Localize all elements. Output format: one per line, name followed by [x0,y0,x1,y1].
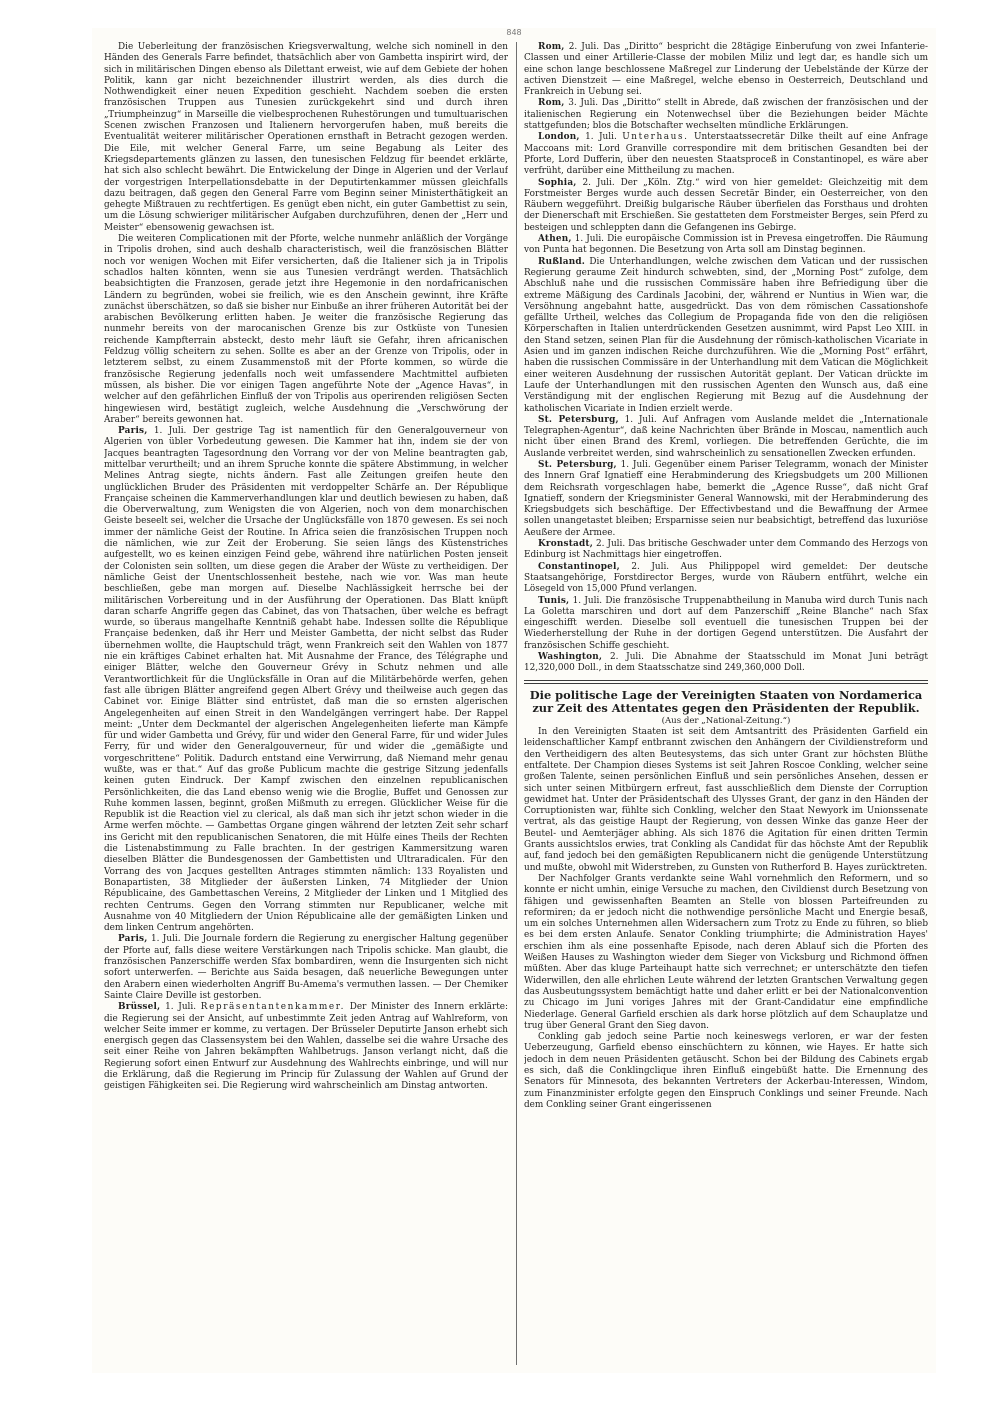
article-text: Gegenüber einem Pariser Telegramm, wonach der Minister des Innern Graf Ignatieff eine Herabminderung des Kriegsbudgets um 200 Millionen dem Reichsrath vorgeschlagen habe, bemerkt die „Agence Russe“, daß nicht Graf Ignatieff, sondern der Kriegsminister General Wannowski, mit der Herabminderung des Kriegsbudgets sich beschäftige. Der Effectivbestand und die Bewaffnung der Armee sollen unangetastet bleiben; Ersparnisse seien nur beabsichtigt, betreffend das luxuriöse Aeußere der Armee. [524,459,928,538]
article-paragraph [524,562,928,596]
feature-headline: Die politische Lage der Vereinigten Staaten von Nordamerica zur Zeit des Attentates gegen den Präsidenten der Republik. [529,687,923,716]
article-paragraph [524,178,928,234]
article-text: Aus Philippopel wird gemeldet: Der deutsche Staatsangehörige, Forstdirector Berges, wurde von Räubern entführt, welche ein Lösegeld von 15,000 Pfund verlangen. [524,561,928,595]
feature-source: (Aus der „National-Zeitung.“) [661,715,791,726]
article-paragraph [104,934,508,1002]
dateline-place: Athen, [538,234,572,245]
dateline-place: Kronstadt, [538,539,594,550]
article-text: Die Ueberleitung der französischen Kriegsverwaltung, welche sich nominell in den Händen des Generals Farre befindet, thatsächlich aber von Gambetta inspirirt wird, der sich in militärischen Dingen ebenso als Dilettant erweist, wie auf dem Gebiete der hohen Politik, kann gar nicht bezeichnender illustrirt werden, als dies durch die Nothwendigkeit einer neuen Expedition geschieht. Nachdem soeben die ersten französischen Truppen aus Tunesien zurückgekehrt sind und durch ihren „Triumpheinzug“ in Marseille die vielbesprochenen Ruhestörungen und tumultuarischen Scenen zwischen Franzosen und Italienern hervorgerufen haben, muß bereits die Eventualität weiterer militärischer Operationen ernsthaft in Betracht gezogen werden. Die Eile, mit welcher General Farre, um seine Begabung als Leiter des Kriegsdepartements glänzen zu lassen, den tunesischen Feldzug für beendet erklärte, hat sich also schlecht bewährt. Die Entwickelung der Dinge in Algerien und der Verlauf der vorgestrigen Interpellationsdebatte in der Deputirtenkammer müssen gleichfalls dazu beitragen, daß gegen den General Farre vom Beginn seiner Ministerthätigkeit an gehegte Mißtrauen zu rechtfertigen. Es genügt eben nicht, ein guter Gambettist zu sein, um die Lösung schwieriger militärischer Aufgaben durchzuführen, denen der „Herr und Meister“ ebensowenig gewachsen ist. [104,42,508,233]
article-text: Die Abnahme der Staatsschuld im Monat Juni beträgt 12,320,000 Doll., in dem Staatsschatze sind 249,360,000 Doll. [524,652,928,674]
dateline-date: 2. Juli. [582,177,615,188]
dateline-place: Brüssel, [118,1002,161,1013]
dateline-date: 1. Juli. [153,426,187,437]
article-text: Das britische Geschwader unter dem Commando des Herzogs von Edinburg ist Nachmittags hier eingetroffen. [524,539,928,561]
article-paragraph [524,539,928,562]
article-text: Das „Diritto“ bespricht die 28tägige Einberufung von zwei Infanterie-Classen und einer Artillerie-Classe der mobilen Miliz und legt dar, es handle sich um eine schon lange beschlossene Maßregel zur Linderung der Uebelstände der Kürze der activen Dienstzeit — eine Maßregel, welche ebenso in Oesterreich, Deutschland und Frankreich in Uebung sei. [524,42,928,98]
left-column [104,42,508,1367]
page-number: 848 [506,28,522,37]
dateline-date: 1. Juli. [165,1002,197,1013]
article-paragraph [524,415,928,460]
article-paragraph [104,1002,508,1092]
section-divider [524,680,928,684]
feature-body [524,727,928,1111]
article-paragraph [524,652,928,675]
article-text: Der gestrige Tag ist namentlich für den Generalgouverneur von Algerien von übler Vorbedeutung gewesen. Die Kammer hat ihn, indem sie der von Jacques beantragten Tagesordnung den Vorrang vor der von Meline beantragten gab, mittelbar verurtheilt; und an ihrem Spruche konnte die spätere Abstimmung, in welcher Melines Antrag siegte, nichts ändern. Fast alle Zeitungen greifen heute den unglücklichen Bruder des Präsidenten mit verdoppelter Schärfe an. Der République Française scheinen die Kammerverhandlungen klar und deutlich bewiesen zu haben, daß die Oberverwaltung, zum Wenigsten die von Algerien, noch von dem monarchischen Geiste beseelt sei, welcher die Ursache der Unglücksfälle von 1870 gewesen. Es sei noch immer der nämliche Geist der Routine. In Africa seien die französischen Truppen noch die nämlichen, wie zur Zeit der Eroberung. Sie seien längs des Küstenstriches aufgestellt, wo es keinen einzigen Feind gebe, während ihre natürlichen Posten jenseit der Colonisten sein sollten, um diese gegen die Araber der Wüste zu vertheidigen. Der nämliche Geist der Unentschlossenheit bestehe, nach wie vor. Was man heute beschließen, gebe man morgen auf. Dieselbe Nachlässigkeit herrsche bei der militärischen Vorbereitung und in der Ausführung der Operationen. Das Blatt knüpft daran scharfe Angriffe gegen das Cabinet, das von Thatsachen, über welche es befragt wurde, so überaus mangelhafte Kenntniß gehabt habe. Indessen sollte die République Française bedenken, daß ihr Herr und Meister Gambetta, der nicht selbst das Ruder übernehmen wollte, die Hauptschuld trägt, wenn Frankreich seit den Wahlen von 1877 nie ein kräftiges Cabinet erhalten hat. Mit Ausnahme der France, des Télégraphe und einiger Blätter, welche den Gouverneur Grévy in Schutz nehmen und alle Verantwortlichkeit für die Unglücksfälle in Oran auf die Militärbehörde werfen, gehen fast alle übrigen Blätter angreifend gegen Albert Grévy und theilweise auch gegen das Cabinet vor. Einige Blätter sind entrüstet, daß man die so ernsten algerischen Angelegenheiten auf einen Streit in den Wandelgängen verringert habe. Der Rappel meint: „Unter dem Deckmantel der algerischen Angelegenheiten lieferte man Kämpfe für und wider Gambetta und Grévy, für und wider den General Farre, für und wider Jules Ferry, für und wider den Generalgouverneur, für und wider die „gemäßigte und vorgeschrittene“ Politik. Dadurch entstand eine Verwirrung, daß Niemand mehr genau wußte, was er that.“ Auf das große Publicum machte die gestrige Sitzung jedenfalls keinen guten Eindruck. Der Kampf zwischen den einzelnen republicanischen Persönlichkeiten, die das Land ebenso wenig wie die Broglie, Buffet und Genossen zur Ruhe kommen lassen, beginnt, großen Mißmuth zu erregen. Glücklicher Weise für die Republik ist die Reaction viel zu clerical, als daß man sich ihr jetzt schon wieder in die Arme werfen möchte. — Gambettas Organe gingen während der letzten Zeit sehr scharf ins Gericht mit den republicanischen Senatoren, die mit Hülfe eines Theils der Rechten die Listenabstimmung zu Falle brachten. In der gestrigen Kammersitzung waren dieselben Blätter die Bundesgenossen der Gambettisten und Ultraradicalen. Für den Vorrang des von Jacques gestellten Antrages stimmten nämlich: 133 Royalisten und Bonapartisten, 38 Mitglieder der äußersten Linken, 74 Mitglieder der Union Républicaine, des Gambettaschen Vereins, 2 Mitglieder der Linken und 1 Mitglied des rechten Centrums. Gegen den Vorrang stimmten nur Republicaner, welche mit Ausnahme von 40 Mitgliedern der Union Républicaine alle der gemäßigten Linken und dem linken Centrum angehörten. [104,426,508,934]
article-text: Der „Köln. Ztg.“ wird von hier gemeldet: Gleichzeitig mit dem Forstmeister Berges wurde auch dessen Secretär Binder, ein Oesterreicher, von den Räubern weggeführt. Dreißig bulgarische Räuber überfielen das Forsthaus und drohten der Dienerschaft mit Erschießen. Sie gestatteten dem Forstmeister Berges, sein Pferd zu besteigen und schleppten dann die Gefangenen ins Gebirge. [524,177,928,233]
dateline-date: 1. Juli. [574,234,605,245]
dateline-place: Paris, [118,934,148,945]
dateline-date: 3. Juli. [568,98,599,109]
article-text: Auf Anfragen vom Auslande meldet die „Internationale Telegraphen-Agentur“, daß keine Nachrichten über Brände in Moscau, namentlich auch nicht über einen Brand des Kreml, vorliegen. Die betreffenden Gerüchte, die im Auslande verbreitet werden, sind wahrscheinlich zu sensationellen Zwecken erfunden. [524,414,928,459]
article-text: Die weiteren Complicationen mit der Pforte, welche nunmehr anläßlich der Vorgänge in Tripolis drohen, sind auch deshalb characteristisch, weil die französischen Blätter noch vor wenigen Wochen mit Eifer versicherten, daß die Italiener sich ja in Tripolis schadlos halten könnten, wenn sie aus Tunesien verdrängt werden. Thatsächlich beabsichtigten die Franzosen, gerade jetzt ihre Hegemonie in den nordafricanischen Ländern zu begründen, wobei sie freilich, wie es den Anschein gewinnt, ihre Kräfte zunächst überschätzen, so daß sie bisher nur Einbuße an ihrer früheren Autorität bei der arabischen Bevölkerung erlitten haben. Je weiter die französische Regierung das nunmehr bereits von der marocanischen Grenze bis zur Ostküste von Tunesien reichende Kampfterrain absteckt, desto mehr läuft sie Gefahr, ihren africanischen Feldzug völlig scheitern zu sehen. Sollte es aber an der Grenze von Tripolis, oder in letzterem selbst, zu einem Zusammenstoß mit der Pforte kommen, so würde die französische Regierung jedenfalls noch weit umfassendere Machtmittel aufbieten müssen, als bisher. Die vor einigen Tagen angeführte Note der „Agence Havas“, in welcher auf den gefährlichen Einfluß der von Tripolis aus operirenden religiösen Secten hingewiesen wird, bestätigt zugleich, welche Ausdehnung die „Verschwörung der Araber“ bereits gewonnen hat. [104,234,508,425]
dateline-date: 1. Juli. [150,934,181,945]
article-text: Die europäische Commission ist in Prevesa eingetroffen. Die Räumung von Punta hat begonnen. Die Besetzung von Arta soll am Dinstag beginnen. [524,234,928,256]
feature-paragraph: In den Vereinigten Staaten ist seit dem Amtsantritt des Präsidenten Garfield ein leidenschaftlicher Kampf entbrannt zwischen den Anhängern der Civildienstreform und den Vertheidigern des alten Beutesystems, das sich unter Grant zur höchsten Blüthe entfaltete. Der Champion dieses Systems ist seit Jahren Roscoe Conkling, welcher seine großen Talente, seinen persönlichen Einfluß und sein persönliches Ansehen, dessen er sich unter seinen Mitbürgern erfreut, fast ausschließlich dem Dienste der Corruption gewidmet hat. Unter der Präsidentschaft des Ulysses Grant, der ganz in den Händen der Corruptionisten war, fühlte sich Conkling, welcher den Staat Newyork im Unionssenate vertrat, als das geistige Haupt der Regierung, von dessen Winke das ganze Heer der Beutel- und Aemterjäger abhing. Als sich 1876 die Agitation für einen dritten Termin Grants aussichtslos erwies, trat Conkling als Candidat für das höchste Amt der Republik auf, fand jedoch bei den gemäßigten Republicanern nicht die genügende Unterstützung und mußte, obwohl mit Widerstreben, zu Gunsten von Rutherford B. Hayes zurücktreten. [524,727,928,873]
column-rule [516,42,517,1365]
dateline-date: 1. Juli. [585,132,617,143]
article-paragraph [524,596,928,652]
dateline-date: 1. Juli. [624,414,657,425]
newspaper-page [92,28,936,1373]
article-text: Das „Diritto“ stellt in Abrede, daß zwischen der französischen und der italienischen Regierung ein Notenwechsel über die Beziehungen beider Mächte stattgefunden; blos die Botschafter wechselten mündliche Erklärungen. [524,98,928,132]
dateline-place: Paris, [118,426,148,437]
dispatch-list [524,42,928,675]
dateline-place: St. Petersburg, [538,459,617,470]
dateline-place: Rom, [538,42,565,52]
dateline-date: 2. Juli. [609,652,644,663]
article-paragraph [524,257,928,415]
article-text: Die Unterhandlungen, welche zwischen dem Vatican und der russischen Regierung geraume Zeit hindurch schwebten, sind, der „Morning Post“ zufolge, dem Abschluß nahe und die russischen Commissäre haben ihre Befriedigung über die extreme Mäßigung des Cardinals Jacobini, der, während er Nuntius in Wien war, die Versöhnung angebahnt hatte, ausgedrückt. Das von dem römischen Cassationshofe gefällte Urtheil, welches das Collegium de Propaganda fide von den die religiösen Körperschaften in Italien unterdrückenden Gesetzen ausnimmt, wird Papst Leo XIII. in den Stand setzen, seinen Plan für die Ausdehnung der römisch-katholischen Vicariate in Asien und im ganzen indischen Reiche durchzuführen. Wie die „Morning Post“ erfährt, haben die russischen Commissäre in der Unterhandlung mit dem Vatican die Möglichkeit einer weiteren Ausdehnung der russischen Autorität geplant. Der Vatican drückte im Laufe der Unterhandlungen mit den russischen Agenten den Wunsch aus, daß eine Verständigung mit der englischen Regierung mit Bezug auf die Ausdehnung der katholischen Vicariate in Indien erzielt werde. [524,256,928,414]
dateline-place: Washington, [538,652,603,663]
article-paragraph [524,42,928,98]
article-text: Die französische Truppenabtheilung in Manuba wird durch Tunis nach La Goletta marschiren und dort auf dem Panzerschiff „Reine Blanche“ nach Sfax eingeschifft werden. Dieselbe soll eventuell die tunesischen Truppen bei der Wiederherstellung der Ruhe in der dortigen Gegend unterstützen. Die Ausfahrt der französischen Schiffe geschieht. [524,595,928,651]
dateline-date: 2. Juli. [595,539,626,550]
article-paragraph [524,98,928,132]
dateline-place: London, [538,132,580,143]
article-paragraph [104,42,508,234]
article-paragraph [524,460,928,539]
dateline-place: Rußland. [538,256,586,267]
section-label: Unterhaus. [622,132,689,143]
feature-paragraph: Conkling gab jedoch seine Partie noch keineswegs verloren, er war der festen Ueberzeugung, Garfield ebenso einschüchtern zu können, wie Hayes. Er hatte sich jedoch in dem neuen Präsidenten getäuscht. Schon bei der Bildung des Cabinets ergab es sich, daß die Conklingclique ihren Einfluß eingebüßt hatte. Die Ernennung des Senators für Minnesota, des bekannten Vertreters der Ackerbau-Interessen, Windom, zum Finanzminister erfolgte gegen den Einspruch Conklings und seiner Freunde. Nach dem Conkling seiner Grant eingerissenen [524,1032,928,1110]
dateline-date: 1. Juli. [572,595,603,606]
article-paragraph [104,426,508,934]
feature-paragraph: Der Nachfolger Grants verdankte seine Wahl vornehmlich den Reformern, und so konnte er nicht umhin, einige Versuche zu machen, den Civildienst durch Besetzung von fähigen und gewissenhaften Beamten an Stelle von blossen Parteifreunden zu reformiren; da er jedoch nicht die nothwendige persönliche Macht und Energie besaß, um ein solches Unternehmen allen Widersachern zum Trotz zu Ende zu führen, so blieb es bei dem ersten Anlaufe. Senator Conkling triumphirte; die Administration Hayes' erschien ihm als eine possenhafte Episode, nach deren Ablauf sich die Pforten des Weißen Hauses zu Washington wieder dem Sieger von Vicksburg und Richmond öffnen müßten. Aber das kluge Parteihaupt hatte sich verrechnet; er unterschätzte den tiefen Widerwillen, den alle ehrlichen Leute während der letzten Grantschen Verwaltung gegen das Ausbeutungssystem bemächtigt hatte und daher erlitt er bei der Nationalconvention zu Chicago im Juni voriges Jahres mit der Grant-Candidatur eine empfindliche Niederlage. General Garfield erschien als dark horse plötzlich auf dem Schauplatze und trug über General Grant den Sieg davon. [524,873,928,1031]
dateline-place: Rom, [538,98,565,109]
article-text: Der Minister des Innern erklärte: die Regierung sei der Ansicht, auf unbestimmte Zeit jeden Antrag auf Wahlreform, von welcher Seite immer er komme, zu vertagen. Der Brüsseler Deputirte Janson erhebt sich energisch gegen das Classensystem bei den Wahlen, dasselbe sei die wahre Ursache des seit einer Reihe von Jahren bekämpften Wahlbetrugs. Janson verlangt nicht, daß die Regierung sofort einen Entwurf zur Ausdehnung des Wahlrechts einbringe, und will nur die Erklärung, daß die Regierung im Princip für Zulassung der Wahlen auf Grund der geistigen Fähigkeiten sei. Die Regierung wird wahrscheinlich am Dinstag antworten. [104,1002,508,1092]
article-text: Die Journale fordern die Regierung zu energischer Haltung gegenüber der Pforte auf, falls diese weitere Verstärkungen nach Tripolis schicke. Man glaubt, die französischen Panzerschiffe werden Sfax bombardiren, wenn die Insurgenten sich nicht sofort unterwerfen. — Berichte aus Saida besagen, daß neuerliche Bewegungen unter den Arabern einen wiederholten Angriff Bu-Amema's vermuthen lassen. — Der Chemiker Sainte Claire Deville ist gestorben. [104,934,508,1001]
dateline-place: Sophia, [538,177,577,188]
section-label: Repräsentantenkammer. [200,1002,346,1013]
dateline-place: Tunis, [538,595,570,606]
dateline-date: 1. Juli. [620,459,651,470]
article-text: Unterstaatssecretär Dilke theilt auf eine Anfrage Maccoans mit: Lord Granville correspondire mit dem britischen Gesandten bei der Pforte, Lord Dufferin, über den neuesten Staatsproceß in Constantinopel, es wäre aber verfrüht, darüber eine Mittheilung zu machen. [524,132,928,177]
article-paragraph [524,234,928,257]
article-paragraph [524,132,928,177]
dateline-place: Constantinopel, [538,561,620,572]
dateline-date: 2. Juli. [631,561,670,572]
dateline-date: 2. Juli. [568,42,600,52]
dateline-place: St. Petersburg, [538,414,619,425]
article-paragraph [104,234,508,426]
right-column [524,42,928,1367]
